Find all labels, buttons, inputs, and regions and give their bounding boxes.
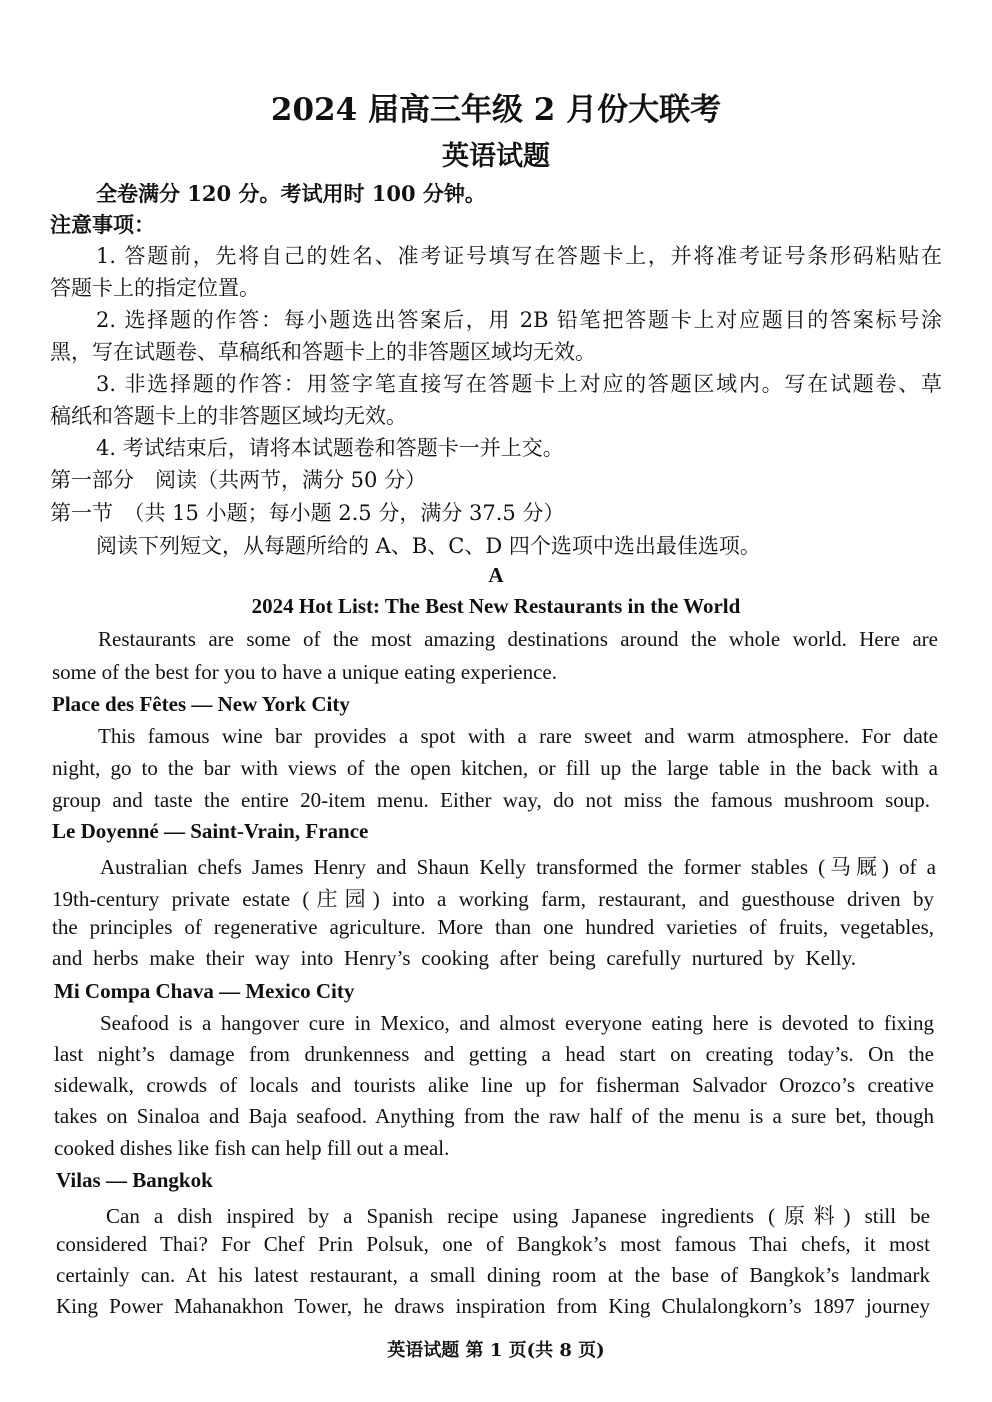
part-heading: 第一部分 阅读（共两节，满分 50 分） [50,468,427,492]
restaurant-text-line: This famous wine bar provides a spot with a rare sweet and warm atmosphere. For date [98,724,938,748]
restaurant-text-line: 19th-century private estate (庄园) into a working farm, restaurant, and guesthouse driven by [52,887,934,911]
note-3-line-2: 稿纸和答题卡上的非答题区域均无效。 [50,404,407,428]
note-4: 4. 考试结束后，请将本试题卷和答题卡一并上交。 [96,436,564,460]
restaurant-name: Mi Compa Chava — Mexico City [54,979,355,1003]
note-2-line-1: 2. 选择题的作答：每小题选出答案后，用 2B 铅笔把答题卡上对应题目的答案标号涂 [96,308,942,332]
restaurant-text-line: and herbs make their way into Henry’s cooking after being carefully nurtured by Kelly. [52,946,856,970]
intro-line-2: some of the best for you to have a unique eating experience. [52,660,557,684]
restaurant-name: Place des Fêtes — New York City [52,692,350,716]
restaurant-text-line: takes on Sinaloa and Baja seafood. Anything from the raw half of the menu is a sure bet, though [54,1104,934,1128]
note-2-line-2: 黑，写在试题卷、草稿纸和答题卡上的非答题区域均无效。 [50,340,596,364]
page-footer: 英语试题 第 1 页(共 8 页) [387,1340,605,1361]
passage-title: 2024 Hot List: The Best New Restaurants in the World [251,594,741,618]
section-heading: 第一节 （共 15 小题；每小题 2.5 分，满分 37.5 分） [50,501,565,525]
restaurant-text-line: sidewalk, crowds of locals and tourists alike line up for fisherman Salvador Orozco’s creative [54,1073,934,1097]
note-3-line-1: 3. 非选择题的作答：用签字笔直接写在答题卡上对应的答题区域内。写在试题卷、草 [96,372,942,396]
score-info: 全卷满分 120 分。考试用时 100 分钟。 [96,181,486,206]
restaurant-text-line: cooked dishes like fish can help fill out a meal. [54,1136,450,1160]
restaurant-text-line: Can a dish inspired by a Spanish recipe using Japanese ingredients (原料) still be [106,1204,930,1228]
restaurant-text-line: considered Thai? For Chef Prin Polsuk, one of Bangkok’s most famous Thai chefs, it most [56,1232,930,1256]
restaurant-text-line: night, go to the bar with views of the open kitchen, or fill up the large table in the back with a [52,756,938,780]
notes-heading: 注意事项： [50,212,155,237]
restaurant-text-line: certainly can. At his latest restaurant, a small dining room at the base of Bangkok’s landmark [56,1263,930,1287]
restaurant-text-line: the principles of regenerative agriculture. More than one hundred varieties of fruits, vegetables, [52,915,934,939]
passage-letter: A [488,563,504,587]
exam-subtitle: 英语试题 [442,141,550,172]
note-1-line-1: 1. 答题前，先将自己的姓名、准考证号填写在答题卡上，并将准考证号条形码粘贴在 [96,244,942,268]
exam-title: 2024 届高三年级 2 月份大联考 [270,92,722,128]
restaurant-text-line: Seafood is a hangover cure in Mexico, and almost everyone eating here is devoted to fixing [100,1011,934,1035]
restaurant-name: Vilas — Bangkok [56,1168,213,1192]
restaurant-text-line: last night’s damage from drunkenness and getting a head start on creating today’s. On the [54,1042,934,1066]
restaurant-text-line: Australian chefs James Henry and Shaun Kelly transformed the former stables (马厩) of a [100,855,936,879]
intro-line-1: Restaurants are some of the most amazing destinations around the whole world. Here are [98,627,938,651]
restaurant-text-line: group and taste the entire 20-item menu. Either way, do not miss the famous mushroom soup. [52,788,930,812]
restaurant-name: Le Doyenné — Saint-Vrain, France [52,819,369,843]
instruction: 阅读下列短文，从每题所给的 A、B、C、D 四个选项中选出最佳选项。 [96,534,761,558]
note-1-line-2: 答题卡上的指定位置。 [50,276,260,300]
restaurant-text-line: King Power Mahanakhon Tower, he draws inspiration from King Chulalongkorn’s 1897 journey [56,1294,930,1318]
